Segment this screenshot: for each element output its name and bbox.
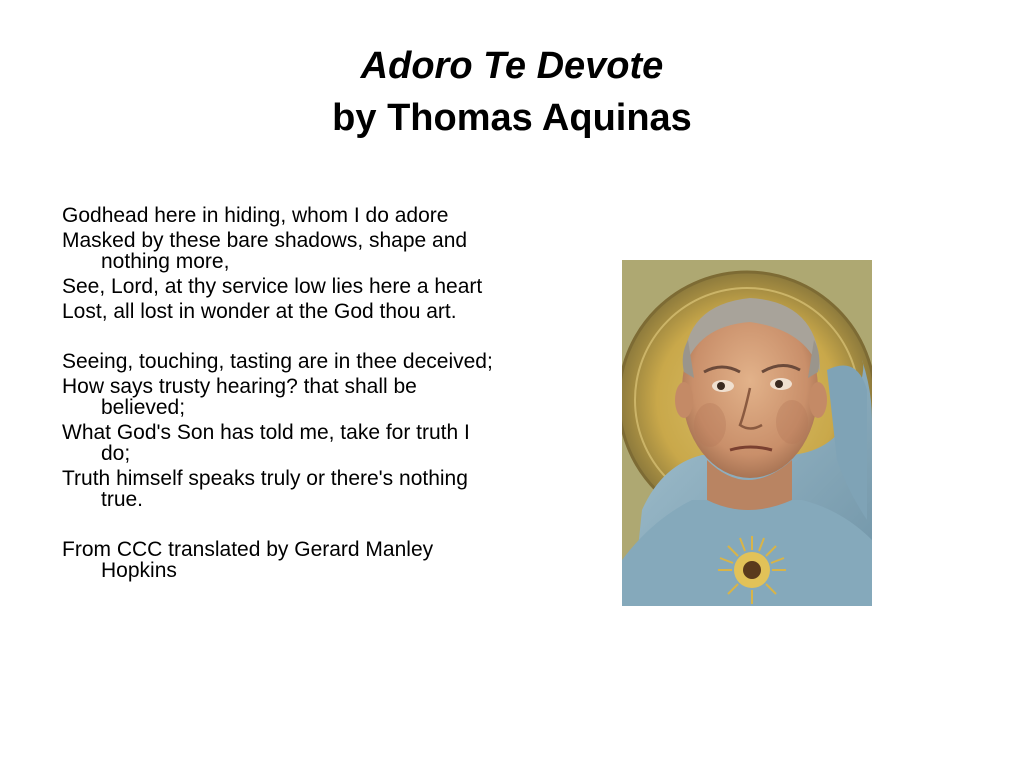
stanza-gap [62, 326, 502, 351]
poem-author: by Thomas Aquinas [332, 97, 692, 139]
portrait-image [622, 260, 872, 606]
poem-line: Truth himself speaks truly or there's nothing true. [62, 467, 468, 511]
portrait-illustration [622, 260, 872, 606]
slide-title [0, 40, 1024, 144]
poem-line: Masked by these bare shadows, shape and nothing more, [62, 229, 468, 273]
poem-line: Seeing, touching, tasting are in thee deceived; [62, 350, 493, 373]
poem-title: Adoro Te Devote [360, 45, 664, 87]
stanza-gap [62, 514, 502, 539]
poem-line: Godhead here in hiding, whom I do adore [62, 204, 449, 227]
poem-line: How says trusty hearing? that shall be believed; [62, 375, 417, 419]
poem-text [62, 205, 502, 585]
poem-line: What God's Son has told me, take for truth I do; [62, 421, 470, 465]
poem-line: See, Lord, at thy service low lies here a heart [62, 275, 483, 298]
poem-line: Lost, all lost in wonder at the God thou art. [62, 300, 457, 323]
translation-credit: From CCC translated by Gerard Manley Hopkins [62, 538, 434, 582]
